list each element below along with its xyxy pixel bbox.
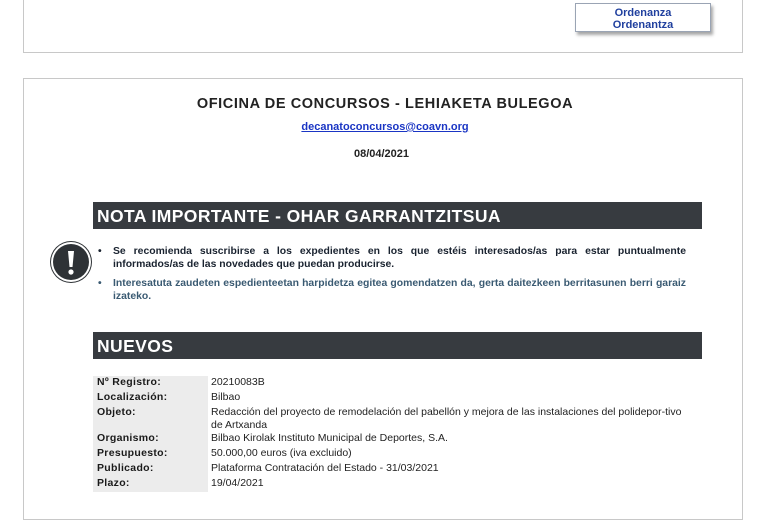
notice-item: • Interesatuta zaudeten espedienteetan harpidetza egitea gomendatzen da, gerta daitezkeen berritasunen berri garaiz izateko. <box>98 278 686 302</box>
registry-value: 50.000,00 euros (iva excluido) <box>211 447 352 459</box>
notice-heading: NOTA IMPORTANTE - OHAR GARRANTZITSUA <box>93 202 702 229</box>
registry-label: Publicado: <box>93 462 208 477</box>
ordenanza-label-es: Ordenanza <box>614 7 672 19</box>
office-title: OFICINA DE CONCURSOS - LEHIAKETA BULEGOA <box>196 96 574 112</box>
office-email-link[interactable]: decanatoconcursos@coavn.org <box>301 121 469 133</box>
notice-list <box>96 245 686 309</box>
exclamation-icon <box>53 244 89 280</box>
registry-value: 20210083B <box>211 376 265 388</box>
registry-row <box>93 432 702 447</box>
notice-item: • Se recomienda suscribirse a los expedientes en los que estéis interesados/as para estar puntualmente informados/as de las novedades que puedan producirse. <box>98 246 686 270</box>
registry-label: Presupuesto: <box>93 447 208 462</box>
registry-value: Bilbao <box>211 391 241 403</box>
registry-label: Nº Registro: <box>93 376 208 391</box>
ordenanza-label-eu: Ordenantza <box>612 19 674 31</box>
registry-row <box>93 447 702 462</box>
nuevos-heading: NUEVOS <box>93 332 702 359</box>
registry-table <box>93 376 702 492</box>
office-date: 08/04/2021 <box>353 148 410 160</box>
ordenanza-button[interactable] <box>575 3 711 32</box>
registry-value: Bilbao Kirolak Instituto Municipal de Deportes, S.A. <box>211 432 448 444</box>
registry-row <box>93 406 702 432</box>
registry-label: Objeto: <box>93 406 208 432</box>
registry-value: Redacción del proyecto de remodelación del pabellón y mejora de las instalaciones del polidepor-tivo de Artxanda <box>211 406 682 431</box>
registry-row <box>93 391 702 406</box>
registry-row <box>93 376 702 391</box>
registry-label: Organismo: <box>93 432 208 447</box>
registry-row <box>93 477 702 492</box>
registry-row <box>93 462 702 477</box>
registry-value: Plataforma Contratación del Estado - 31/03/2021 <box>211 462 439 474</box>
registry-label: Plazo: <box>93 477 208 492</box>
registry-value: 19/04/2021 <box>211 477 264 489</box>
registry-label: Localización: <box>93 391 208 406</box>
